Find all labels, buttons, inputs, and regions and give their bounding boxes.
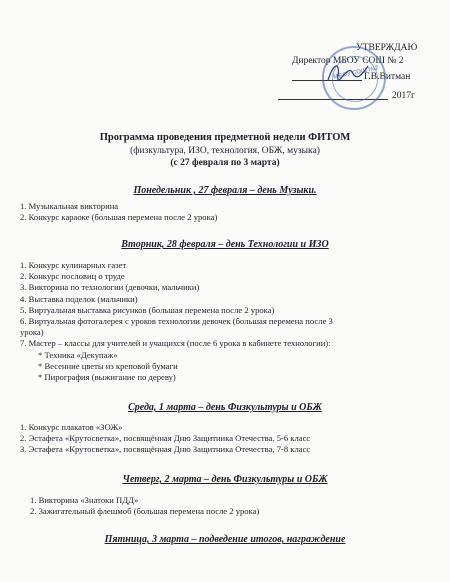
list-item: 5. Виртуальная выставка рисунков (большая перемена после 2 урока) (20, 304, 275, 315)
list-item: 1. Викторина «Знатоки ПДД» (30, 495, 139, 505)
list-subitem: * Техника «Декупаж» (38, 349, 118, 360)
list-item: 7. Мастер – классы для учителей и учащихся (после 6 урока в кабинете технологии): (20, 338, 331, 349)
tuesday-list (20, 260, 333, 383)
wednesday-list (20, 422, 310, 456)
page-subtitle: (физкультура, ИЗО, технология, ОБЖ, музыка) (130, 146, 320, 156)
signature (326, 58, 370, 86)
day-heading-wednesday: Среда, 1 марта – день Физкультуры и ОБЖ (128, 402, 322, 413)
page-dates: (с 27 февраля по 3 марта) (170, 158, 280, 168)
approval-name: Г.В.Витман (364, 72, 411, 82)
thursday-list (30, 495, 259, 517)
list-item: 2. Конкурс пословиц о труде (20, 271, 125, 282)
list-subitem: * Весенние цветы из креповой бумаги (38, 360, 178, 371)
page-title: Программа проведения предметной недели ФИТОМ (99, 132, 351, 143)
approval-heading: УТВЕРЖДАЮ (356, 43, 418, 53)
list-item: урока) (20, 327, 44, 338)
list-item: 2. Эстафета «Крутосветка», посвящённая Дню Защитника Отечества. 5-6 класс (20, 433, 311, 444)
day-heading-monday: Понедельник , 27 февраля – день Музыки. (133, 185, 317, 196)
day-heading-friday: Пятница, 3 марта – подведение итогов, награждение (104, 534, 346, 545)
list-item: 4. Выставка поделок (мальчики) (20, 293, 138, 304)
day-heading-tuesday: Вторник, 28 февраля – день Технологии и ИЗО (121, 239, 329, 250)
list-item: 3. Викторина по технологии (девочки, мальчики) (20, 282, 200, 293)
list-item: 3. Эстафета «Крутосветка», посвящённая Дню Защитника Отечества, 7-8 класс (20, 444, 311, 455)
list-item: 1. Конкурс кулинарных газет (20, 260, 127, 270)
list-item: 2. Зажигательный флешмоб (большая перемена после 2 урока) (30, 506, 260, 517)
list-item: 6. Виртуальная фотогалерея с уроков технологии девочек (большая перемена после 3 (20, 316, 333, 327)
monday-list (20, 201, 217, 223)
list-item: 2. Конкурс караоке (большая перемена после 2 урока) (20, 212, 218, 223)
approval-director: Директор МБОУ СОШ № 2 (292, 56, 404, 66)
day-heading-thursday: Четверг, 2 марта – день Физкультуры и ОБЖ (122, 474, 328, 485)
list-subitem: * Пирография (выжигание по дереву) (38, 372, 176, 383)
list-item: 1. Музыкальная викторина (20, 201, 119, 211)
list-item: 1. Конкурс плакатов «ЗОЖ» (20, 422, 123, 432)
approval-year: 2017г (392, 91, 415, 101)
stamp-text: МБОУ СОШ №2 (332, 65, 380, 81)
